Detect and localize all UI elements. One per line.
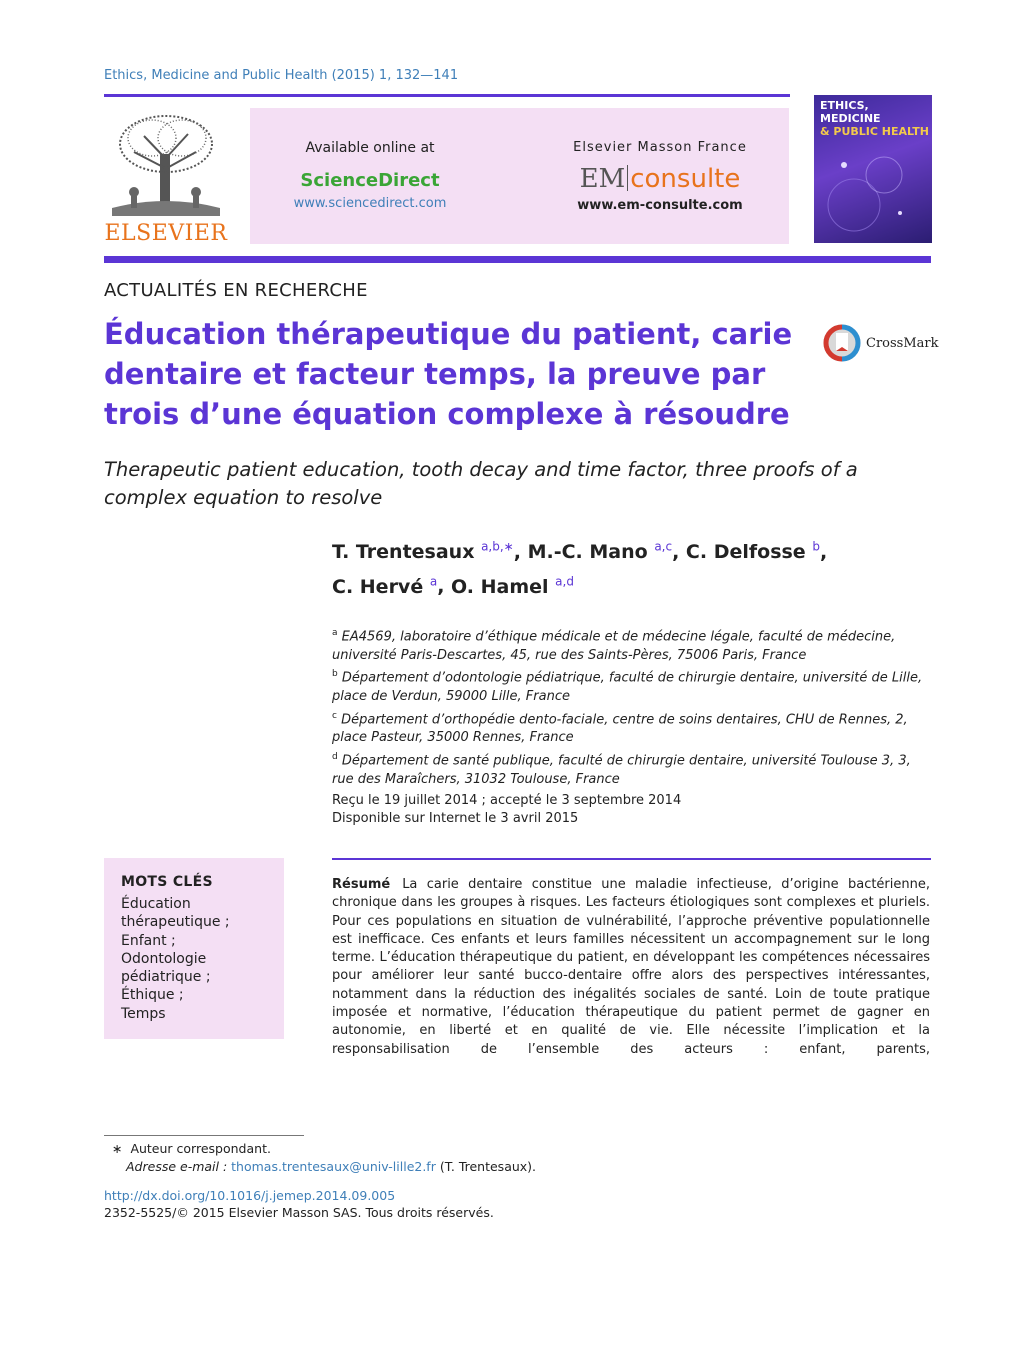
crossmark-label: CrossMark [866,336,939,351]
em-consulte-logo [550,164,770,194]
keyword-item: Temps [121,1005,166,1022]
elsevier-logo [104,108,228,246]
abstract-label: Résumé [332,877,391,892]
abstract-text: La carie dentaire constitue une maladie infectieuse, d’origine bactérienne, chronique dans les groupes à risques. Les facteurs étiologiques sont complexes et pluriels. Pour ces populations en situation de vulnérabilité, l’approche préventive populationnelle est inefficace. Ces enfants et leurs familles nécessitent un accompagnement sur le long terme. L’éducation thérapeutique du patient, en développant les compétences nécessaires pour améliorer leur santé bucco-dentaire offre alors des perspectives intéressantes, notamment dans la réduction des inégalités sociales de santé. Loin de toute pratique imposée et normative, l’éducation thérapeutique du patient permet de gagner en autonomie, en liberté et en qualité de vie. Elle nécessite l’implication et la responsabilisation de l’ensemble des acteurs : enfant, parents, [332,877,930,1057]
keyword-item: pédiatrique ; [121,969,211,986]
issn-copyright: 2352-5525/© 2015 Elsevier Masson SAS. Tous droits réservés. [104,1205,494,1220]
affiliation-item: $^b$ Département d’odontologie pédiatrique, faculté de chirurgie dentaire, université de Lille, place de Verdun, 59000 Lille, France [332,669,923,705]
keywords-list [121,895,230,1023]
header-rule [104,94,790,97]
footnote-marker: ∗ [112,1141,123,1156]
keyword-item: thérapeutique ; [121,914,230,931]
footnote [104,1140,804,1176]
author-list: T. Trentesaux $^{a,b,∗}$, M.-C. Mano $^{a,c}$, C. Delfosse $^b$, C. Hervé $^a$, O. Hamel $^{a,d}$ [332,540,828,598]
crossmark-icon [822,323,862,363]
author[interactable]: O. Hamel $^{a,d}$ [451,574,574,598]
keyword-item: Enfant ; [121,932,176,949]
cover-title: ETHICS, MEDICINE & PUBLIC HEALTH [820,99,929,138]
keywords-heading: MOTS CLÉS [121,874,213,890]
keyword-item: Éducation [121,896,191,912]
keywords-box [104,858,284,1039]
section-label: ACTUALITÉS EN RECHERCHE [104,280,368,301]
author[interactable]: C. Delfosse $^b$ [685,540,820,564]
abstract [332,876,930,1059]
online-date: Disponible sur Internet le 3 avril 2015 [332,811,579,826]
journal-cover-image [814,95,932,243]
abstract-rule [332,858,931,860]
article-title: Éducation thérapeutique du patient, carie dentaire et facteur temps, la preuve par trois d’une équation complexe à résoudre [104,317,793,431]
available-online-label: Available online at [305,140,435,156]
email-owner: (T. Trentesaux). [439,1159,537,1174]
keyword-item: Odontologie [121,950,207,967]
affiliations [332,624,932,789]
em-france-label: Elsevier Masson France [573,140,747,155]
author[interactable]: T. Trentesaux $^{a,b,∗}$ [332,540,514,564]
crossmark-button[interactable] [822,323,939,367]
journal-citation[interactable]: Ethics, Medicine and Public Health (2015) 1, 132—141 [104,68,459,83]
cover-pattern-icon [814,95,932,243]
sciencedirect-link[interactable]: www.sciencedirect.com [293,196,447,211]
email-label: Adresse e-mail : [126,1159,228,1174]
doi-link[interactable]: http://dx.doi.org/10.1016/j.jemep.2014.09.005 [104,1188,396,1203]
availability-banner [250,108,789,244]
article-dates [332,792,932,828]
affiliation-item: $^a$ EA4569, laboratoire d’éthique médicale et de médecine légale, faculté de médecine, université Paris-Descartes, 45, rue des Saints-Pères, 75006 Paris, France [332,628,896,663]
keyword-item: Éthique ; [121,987,184,1004]
affiliation-item: $^c$ Département d’orthopédie dento-faciale, centre de soins dentaires, CHU de Rennes, 2, place Pasteur, 35000 Rennes, France [332,710,908,746]
elsevier-wordmark: ELSEVIER [104,221,228,246]
em-consulte-link[interactable]: www.em-consulte.com [577,198,743,213]
em-logo-right: consulte [630,164,741,194]
title-rule [104,256,931,263]
elsevier-tree-icon [104,108,228,220]
corresponding-author-label: Auteur correspondant. [130,1141,271,1156]
article-subtitle: Therapeutic patient education, tooth decay and time factor, three proofs of a complex equation to resolve [104,458,858,509]
email-link[interactable]: thomas.trentesaux@univ-lille2.fr [231,1159,436,1174]
em-logo-left: EM [579,164,626,194]
received-date: Reçu le 19 juillet 2014 ; accepté le 3 septembre 2014 [332,793,682,808]
sciencedirect-logo: ScienceDirect [300,170,440,191]
author[interactable]: C. Hervé $^a$ [332,574,438,598]
author[interactable]: M.-C. Mano $^{a,c}$ [527,540,673,564]
footnote-rule [104,1135,304,1136]
affiliation-item: $^d$ Département de santé publique, faculté de chirurgie dentaire, université Toulouse 3, 3, rue des Maraîchers, 31032 Toulouse, France [332,751,911,787]
